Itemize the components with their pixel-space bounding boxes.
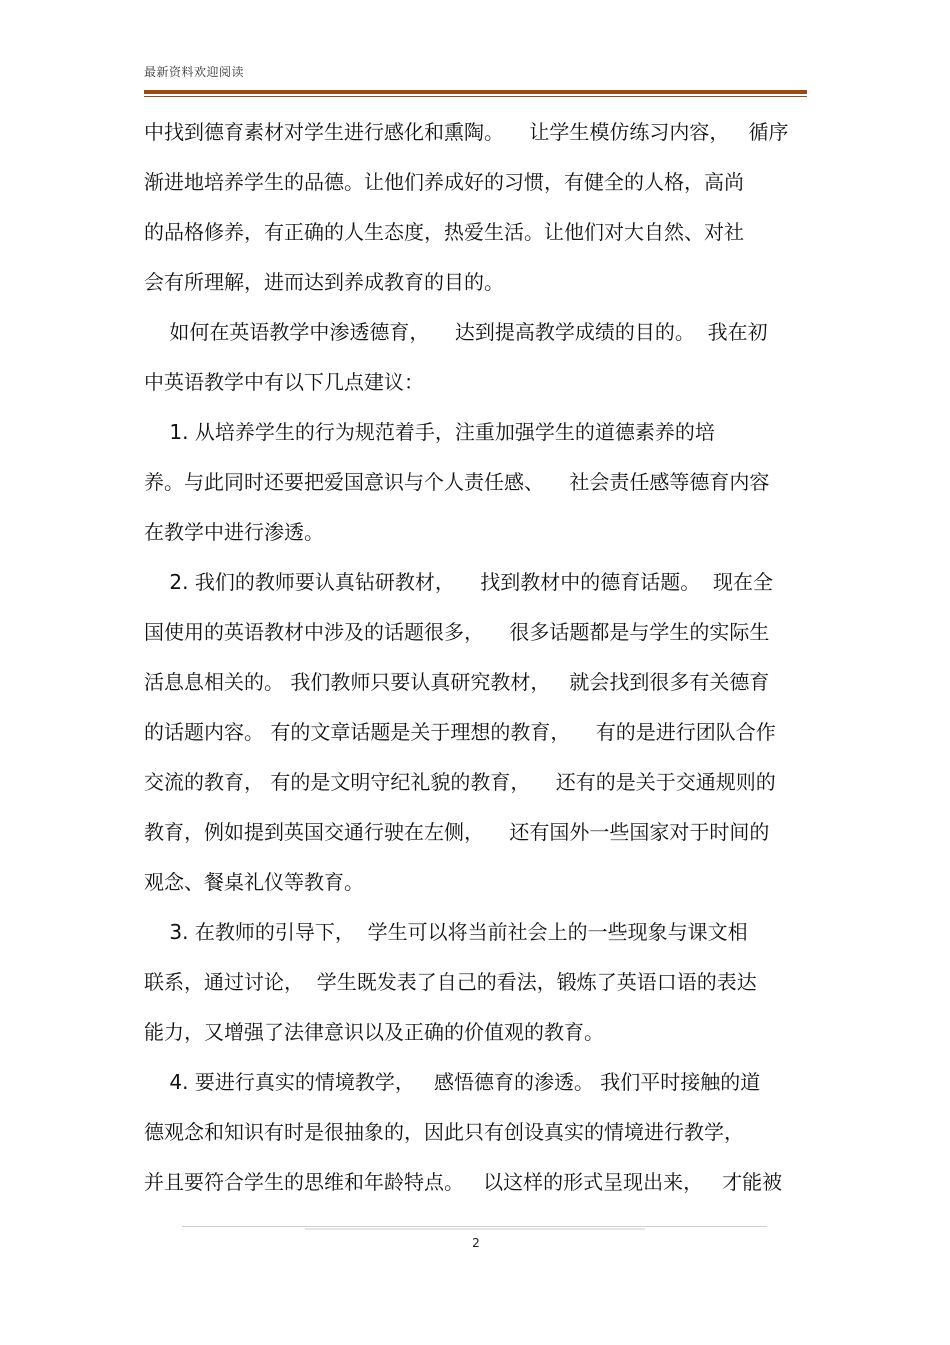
text-line: 养。与此同时还要把爱国意识与个人责任感、 社会责任感等德育内容 (144, 470, 770, 494)
text-line: 3. 在教师的引导下， 学生可以将当前社会上的一些现象与课文相 (144, 920, 748, 944)
text-line: 如何在英语教学中渗透德育， 达到提高教学成绩的目的。 我在初 (144, 320, 768, 344)
page-number: 2 (472, 1236, 480, 1250)
text-line: 渐进地培养学生的品德。让他们养成好的习惯，有健全的人格，高尚 (144, 170, 744, 194)
text-line: 在教学中进行渗透。 (144, 520, 324, 544)
text-line: 德观念和知识有时是很抽象的，因此只有创设真实的情境进行教学， (144, 1120, 744, 1144)
text-line: 活息息相关的。 我们教师只要认真研究教材， 就会找到很多有关德育 (144, 670, 770, 694)
footer-rule (182, 1226, 767, 1227)
text-line: 1. 从培养学生的行为规范着手，注重加强学生的道德素养的培 (144, 420, 715, 444)
text-line: 教育，例如提到英国交通行驶在左侧， 还有国外一些国家对于时间的 (144, 820, 770, 844)
footer-rule-shadow (305, 1228, 645, 1230)
text-line: 4. 要进行真实的情境教学， 感悟德育的渗透。 我们平时接触的道 (144, 1070, 761, 1094)
text-line: 中找到德育素材对学生进行感化和熏陶。 让学生模仿练习内容， 循序 (144, 120, 789, 144)
header-rule-thin (144, 96, 807, 97)
text-line: 观念、餐桌礼仪等教育。 (144, 870, 364, 894)
text-line: 联系，通过讨论， 学生既发表了自己的看法，锻炼了英语口语的表达 (144, 970, 757, 994)
text-line: 的品格修养，有正确的人生态度，热爱生活。让他们对大自然、对社 (144, 220, 744, 244)
header-title: 最新资料欢迎阅读 (144, 65, 245, 79)
text-line: 国使用的英语教材中涉及的话题很多， 很多话题都是与学生的实际生 (144, 620, 770, 644)
text-line: 能力，又增强了法律意识以及正确的价值观的教育。 (144, 1020, 604, 1044)
text-line: 的话题内容。 有的文章话题是关于理想的教育， 有的是进行团队合作 (144, 720, 776, 744)
text-line: 中英语教学中有以下几点建议： (144, 370, 424, 394)
text-line: 交流的教育， 有的是文明守纪礼貌的教育， 还有的是关于交通规则的 (144, 770, 776, 794)
header-rule (144, 90, 807, 94)
text-line: 并且要符合学生的思维和年龄特点。 以这样的形式呈现出来， 才能被 (144, 1170, 783, 1194)
text-line: 2. 我们的教师要认真钻研教材， 找到教材中的德育话题。 现在全 (144, 570, 774, 594)
text-line: 会有所理解，进而达到养成教育的目的。 (144, 270, 504, 294)
